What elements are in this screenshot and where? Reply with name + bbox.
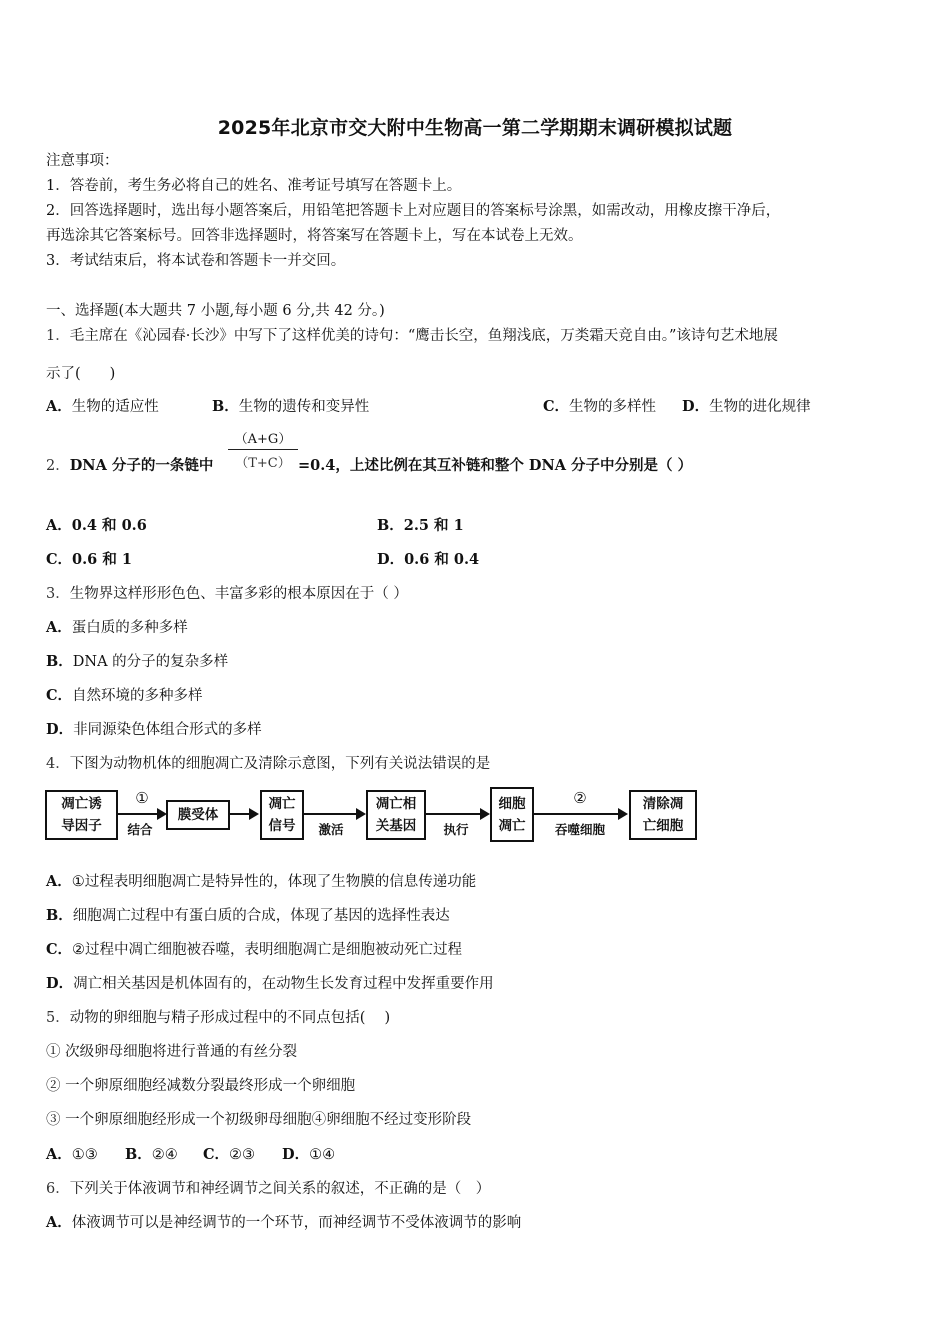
option-text: ②③ [229, 1147, 256, 1163]
box-line: 凋亡相 [375, 796, 417, 812]
page-title: 2025年北京市交大附中生物高一第二学期期末调研模拟试题 [217, 117, 733, 139]
question-stem: 下图为动物机体的细胞凋亡及清除示意图，下列有关说法错误的是 [69, 756, 491, 772]
question-1 [46, 326, 778, 346]
q2-option-d[interactable] [377, 550, 479, 570]
flow-label-3-bottom: 激活 [318, 822, 344, 837]
q4-option-c[interactable] [46, 940, 462, 960]
option-text: ①④ [309, 1147, 336, 1163]
apoptosis-flowchart [45, 787, 697, 842]
option-letter: C． [46, 551, 73, 568]
question-number: 4． [46, 756, 70, 772]
question-6 [46, 1179, 490, 1199]
q5-statement-2: ② 一个卵原细胞经减数分裂最终形成一个卵细胞 [46, 1078, 356, 1094]
option-text: 2.5 和 1 [403, 517, 464, 534]
option-letter: D． [682, 398, 710, 415]
flow-box-inducer [45, 790, 118, 840]
q5-option-a[interactable] [46, 1145, 98, 1165]
section-heading: 一、选择题(本大题共 7 小题,每小题 6 分,共 42 分。) [46, 303, 385, 319]
box-line: 凋亡 [268, 796, 296, 812]
question-stem: 毛主席在《沁园春·长沙》中写下了这样优美的诗句：“鹰击长空，鱼翔浅底，万类霜天竞自由。”该诗句艺术地展 [69, 328, 778, 344]
option-text: 0.6 和 1 [72, 551, 132, 568]
q2-option-a[interactable] [46, 516, 147, 536]
question-stem: 下列关于体液调节和神经调节之间关系的叙述，不正确的是（ ） [69, 1181, 491, 1197]
q3-option-d[interactable] [46, 720, 262, 740]
q5-option-b[interactable] [125, 1145, 178, 1165]
option-text: ①③ [71, 1147, 98, 1163]
question-stem: 动物的卵细胞与精子形成过程中的不同点包括( ) [69, 1010, 391, 1026]
q1-option-c[interactable] [543, 397, 656, 417]
q5-option-d[interactable] [282, 1145, 335, 1165]
option-letter: A． [46, 1146, 72, 1163]
option-letter: D． [46, 721, 74, 738]
option-text: DNA 的分子的复杂多样 [72, 654, 229, 670]
option-letter: A． [46, 1214, 72, 1231]
flow-arrow-5 [534, 813, 626, 815]
q4-option-d[interactable] [46, 974, 494, 994]
q3-option-b[interactable] [46, 652, 228, 672]
notice-item-2-cont: 再选涂其它答案标号。回答非选择题时，将答案写在答题卡上，写在本试卷上无效。 [46, 228, 583, 244]
q4-option-b[interactable] [46, 906, 450, 926]
option-text: 体液调节可以是神经调节的一个环节，而神经调节不受体液调节的影响 [71, 1215, 522, 1231]
option-text: 细胞凋亡过程中有蛋白质的合成，体现了基因的选择性表达 [72, 908, 450, 924]
option-letter: A． [46, 873, 72, 890]
question-stem-after: =0.4，上述比例在其互补链和整个 DNA 分子中分别是（ ） [298, 457, 693, 474]
q1-option-a[interactable] [46, 397, 159, 417]
option-letter: A． [46, 517, 72, 534]
option-text: 凋亡相关基因是机体固有的，在动物生长发育过程中发挥重要作用 [73, 976, 494, 992]
question-number: 1． [46, 328, 70, 344]
flow-label-1-bottom: 结合 [127, 822, 153, 837]
question-stem-before: DNA 分子的一条链中 [69, 457, 214, 474]
box-line: 凋亡诱 [61, 796, 102, 812]
option-text: 自然环境的多种多样 [72, 688, 203, 704]
fraction-numerator: （A+G） [228, 428, 298, 450]
option-letter: B． [212, 398, 239, 415]
option-letter: D． [46, 975, 74, 992]
box-line: 膜受体 [177, 807, 219, 823]
option-letter: D． [377, 551, 405, 568]
option-letter: B． [377, 517, 404, 534]
option-text: 0.6 和 0.4 [404, 551, 480, 568]
option-text: 生物的进化规律 [709, 399, 811, 415]
notice-item-2: 2．回答选择题时，选出每小题答案后，用铅笔把答题卡上对应题目的答案标号涂黑，如需改动，用橡皮擦干净后， [46, 203, 781, 219]
option-text: ②④ [151, 1147, 178, 1163]
option-letter: B． [125, 1146, 152, 1163]
flow-label-5-bottom: 吞噬细胞 [554, 822, 605, 837]
question-1-stem-cont: 示了( ) [46, 366, 116, 382]
flow-box-genes [366, 790, 426, 840]
q6-option-a[interactable] [46, 1213, 521, 1233]
option-letter: C． [543, 398, 570, 415]
q4-option-a[interactable] [46, 872, 476, 892]
option-text: 非同源染色体组合形式的多样 [73, 722, 262, 738]
flow-label-1-top: ① [135, 789, 149, 807]
notice-heading: 注意事项： [46, 153, 119, 169]
q5-statement-3: ③ 一个卵原细胞经形成一个初级卵母细胞④卵细胞不经过变形阶段 [46, 1112, 472, 1128]
q1-option-b[interactable] [212, 397, 369, 417]
box-line: 关基因 [375, 818, 417, 834]
option-letter: C． [46, 687, 73, 704]
q2-option-b[interactable] [377, 516, 464, 536]
question-number: 3． [46, 586, 70, 602]
option-text: 生物的遗传和变异性 [238, 399, 370, 415]
notice-item-1: 1．答卷前，考生务必将自己的姓名、准考证号填写在答题卡上。 [46, 178, 462, 194]
option-text: 生物的适应性 [71, 399, 159, 415]
box-line: 信号 [268, 818, 296, 834]
option-letter: C． [46, 941, 73, 958]
q3-option-c[interactable] [46, 686, 203, 706]
option-text: 生物的多样性 [569, 399, 657, 415]
flow-box-apoptosis [490, 787, 534, 842]
flow-box-receptor [166, 800, 230, 830]
question-3 [46, 584, 408, 604]
option-letter: C． [203, 1146, 230, 1163]
option-letter: B． [46, 653, 73, 670]
ratio-fraction [228, 428, 298, 471]
flow-box-signal [260, 790, 304, 840]
question-number: 6． [46, 1181, 70, 1197]
flow-box-clearance [629, 790, 697, 840]
question-4 [46, 754, 490, 774]
option-letter: B． [46, 907, 73, 924]
option-text: 0.4 和 0.6 [71, 517, 147, 534]
option-letter: A． [46, 619, 72, 636]
option-text: ①过程表明细胞凋亡是特异性的，体现了生物膜的信息传递功能 [71, 874, 477, 890]
option-letter: A． [46, 398, 72, 415]
box-line: 细胞 [498, 795, 526, 812]
q5-option-c[interactable] [203, 1145, 255, 1165]
box-line: 清除凋 [642, 796, 684, 812]
flow-arrow-4 [426, 813, 488, 815]
flow-label-5-top: ② [573, 789, 587, 807]
box-line: 凋亡 [498, 817, 526, 834]
flow-label-4-bottom: 执行 [443, 822, 469, 837]
flow-arrow-3 [304, 813, 364, 815]
box-line: 导因子 [61, 818, 102, 834]
option-text: 蛋白质的多种多样 [71, 620, 188, 636]
flow-arrow-2 [230, 813, 257, 815]
question-2 [46, 456, 213, 476]
question-number: 2． [46, 458, 70, 474]
flow-arrow-1 [118, 813, 165, 815]
q3-option-a[interactable] [46, 618, 188, 638]
question-number: 5． [46, 1010, 70, 1026]
question-stem: 生物界这样形形色色、丰富多彩的根本原因在于（ ） [69, 586, 408, 602]
question-5 [46, 1008, 390, 1028]
q2-option-c[interactable] [46, 550, 132, 570]
option-text: ②过程中凋亡细胞被吞噬，表明细胞凋亡是细胞被动死亡过程 [72, 942, 463, 958]
box-line: 亡细胞 [642, 818, 684, 834]
q1-option-d[interactable] [682, 397, 811, 417]
option-letter: D． [282, 1146, 310, 1163]
fraction-denominator: （T+C） [235, 456, 291, 471]
q5-statement-1: ① 次级卵母细胞将进行普通的有丝分裂 [46, 1044, 298, 1060]
notice-item-3: 3．考试结束后，将本试卷和答题卡一并交回。 [46, 253, 346, 269]
